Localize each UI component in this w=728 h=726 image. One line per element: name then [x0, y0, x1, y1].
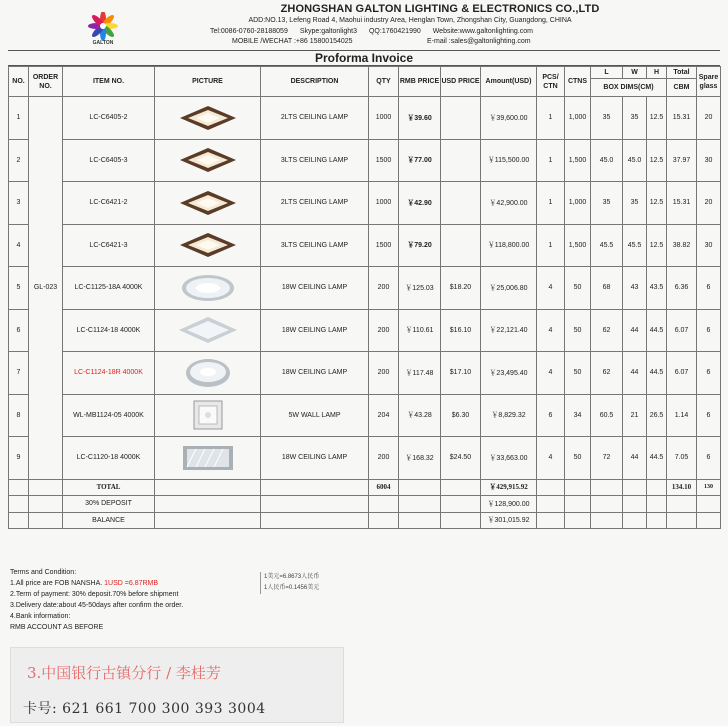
usd-price: $24.50	[441, 437, 481, 480]
qty: 1500	[369, 139, 399, 182]
invoice-footer	[9, 479, 721, 529]
table-row	[9, 309, 721, 352]
table-row	[9, 267, 721, 310]
invoice-rows	[9, 97, 721, 480]
cbm: 1.14	[667, 394, 697, 437]
row-no: 4	[9, 224, 29, 267]
item-no: LC-C1124-18R 4000K	[63, 352, 155, 395]
spare-glass: 6	[697, 394, 721, 437]
row-no: 7	[9, 352, 29, 395]
item-no: WL-MB1124-05 4000K	[63, 394, 155, 437]
pcs-per-ctn: 4	[537, 309, 565, 352]
usd-price: $17.10	[441, 352, 481, 395]
box-w: 44	[623, 437, 647, 480]
row-no: 3	[9, 182, 29, 225]
col-spare: Spare glass	[697, 67, 721, 97]
contact-line-2	[232, 38, 692, 45]
rmb-price: ￥77.00	[399, 139, 441, 182]
item-no: LC-C6405-3	[63, 139, 155, 182]
col-total: Total	[667, 67, 697, 79]
invoice-title: Proforma Invoice	[8, 50, 720, 66]
product-picture	[155, 437, 261, 480]
amount: ￥23,495.40	[481, 352, 537, 395]
table-row	[9, 182, 721, 225]
terms-line-4: 4.Bank information:	[10, 613, 71, 620]
qty: 200	[369, 352, 399, 395]
spare-glass: 20	[697, 97, 721, 140]
col-description: DESCRIPTION	[261, 67, 369, 97]
description: 3LTS CEILING LAMP	[261, 139, 369, 182]
box-w: 44	[623, 352, 647, 395]
usd-price	[441, 182, 481, 225]
rmb-price: ￥43.28	[399, 394, 441, 437]
box-l: 35	[591, 182, 623, 225]
amount: ￥22,121.40	[481, 309, 537, 352]
usd-price: $16.10	[441, 309, 481, 352]
rate-usd: 1美元=6.8673人民币	[264, 574, 320, 580]
box-h: 44.5	[647, 352, 667, 395]
description: 18W CEILING LAMP	[261, 437, 369, 480]
box-w: 45.0	[623, 139, 647, 182]
row-no: 5	[9, 267, 29, 310]
terms	[10, 567, 430, 633]
total-row	[9, 479, 721, 496]
box-h: 12.5	[647, 97, 667, 140]
box-l: 62	[591, 352, 623, 395]
box-l: 68	[591, 267, 623, 310]
description: 2LTS CEILING LAMP	[261, 182, 369, 225]
cbm: 37.97	[667, 139, 697, 182]
qty: 200	[369, 267, 399, 310]
ctns: 50	[565, 437, 591, 480]
lamp-image-icon	[155, 188, 260, 218]
usd-price	[441, 139, 481, 182]
lamp-image-icon	[155, 443, 260, 473]
product-picture	[155, 224, 261, 267]
row-no: 8	[9, 394, 29, 437]
col-box-dims: BOX DIMS(CM)	[591, 79, 667, 97]
cbm: 7.05	[667, 437, 697, 480]
spare-glass: 30	[697, 139, 721, 182]
terms-line-2: 2.Term of payment: 30% deposit.70% before shipment	[10, 591, 179, 598]
ctns: 50	[565, 309, 591, 352]
col-picture: PICTURE	[155, 67, 261, 97]
contact-line	[210, 28, 670, 35]
description: 18W CEILING LAMP	[261, 352, 369, 395]
ctns: 1,000	[565, 97, 591, 140]
col-qty: QTY	[369, 67, 399, 97]
spare-glass: 6	[697, 437, 721, 480]
product-picture	[155, 182, 261, 225]
spare-glass: 6	[697, 352, 721, 395]
terms-line-3: 3.Delivery date:about 45-50days after confirm the order.	[10, 602, 184, 609]
pcs-per-ctn: 1	[537, 224, 565, 267]
amount: ￥39,600.00	[481, 97, 537, 140]
col-cbm: CBM	[667, 79, 697, 97]
balance-row	[9, 512, 721, 529]
product-picture	[155, 352, 261, 395]
rmb-price: ￥117.48	[399, 352, 441, 395]
pcs-per-ctn: 1	[537, 97, 565, 140]
table-row	[9, 352, 721, 395]
spare-glass: 30	[697, 224, 721, 267]
box-w: 21	[623, 394, 647, 437]
deposit-row	[9, 496, 721, 513]
box-l: 45.5	[591, 224, 623, 267]
amount: ￥42,900.00	[481, 182, 537, 225]
order-no: GL-023	[29, 97, 63, 480]
usd-price: $6.30	[441, 394, 481, 437]
box-h: 44.5	[647, 437, 667, 480]
usd-price	[441, 224, 481, 267]
table-row	[9, 437, 721, 480]
box-h: 12.5	[647, 182, 667, 225]
box-h: 12.5	[647, 139, 667, 182]
ctns: 1,000	[565, 182, 591, 225]
terms-heading: Terms and Condition:	[10, 569, 77, 576]
total-cbm: 134.10	[667, 479, 697, 496]
pcs-per-ctn: 4	[537, 352, 565, 395]
cbm: 38.82	[667, 224, 697, 267]
col-order-no: ORDER NO.	[29, 67, 63, 97]
total-qty: 6004	[369, 479, 399, 496]
amount: ￥25,006.80	[481, 267, 537, 310]
balance-label: BALANCE	[63, 512, 155, 529]
usd-price	[441, 97, 481, 140]
row-no: 6	[9, 309, 29, 352]
col-rmb-price: RMB PRICE	[399, 67, 441, 97]
col-l: L	[591, 67, 623, 79]
box-h: 44.5	[647, 309, 667, 352]
product-picture	[155, 97, 261, 140]
pcs-per-ctn: 1	[537, 182, 565, 225]
company-address: ADD:NO.13, Lefeng Road 4, Maohui industry Area, Henglan Town, Zhongshan City, Guangdong, CHINA	[248, 17, 572, 24]
website: Website:www.galtonlighting.com	[432, 28, 533, 35]
bank-info-box	[10, 647, 344, 723]
box-h: 26.5	[647, 394, 667, 437]
box-w: 35	[623, 182, 647, 225]
description: 18W CEILING LAMP	[261, 309, 369, 352]
description: 3LTS CEILING LAMP	[261, 224, 369, 267]
terms-fob: 1.All price are FOB NANSHA.	[10, 580, 103, 587]
cbm: 6.07	[667, 352, 697, 395]
deposit-label: 30% DEPOSIT	[63, 496, 155, 513]
box-l: 62	[591, 309, 623, 352]
qty: 204	[369, 394, 399, 437]
item-no: LC-C1124-18 4000K	[63, 309, 155, 352]
col-no: NO.	[9, 67, 29, 97]
invoice-table	[8, 66, 721, 529]
box-h: 12.5	[647, 224, 667, 267]
box-w: 43	[623, 267, 647, 310]
qty: 1500	[369, 224, 399, 267]
rmb-price: ￥42.90	[399, 182, 441, 225]
bank-name: 3.中国银行古镇分行 / 李桂芳	[27, 664, 221, 682]
qty: 1000	[369, 182, 399, 225]
amount: ￥33,663.00	[481, 437, 537, 480]
spare-glass: 6	[697, 309, 721, 352]
ctns: 1,500	[565, 224, 591, 267]
usd-price: $18.20	[441, 267, 481, 310]
table-row	[9, 139, 721, 182]
item-no: LC-C1120-18 4000K	[63, 437, 155, 480]
rmb-price: ￥168.32	[399, 437, 441, 480]
item-no: LC-C1125-18A 4000K	[63, 267, 155, 310]
lamp-image-icon	[155, 273, 260, 303]
rmb-price: ￥110.61	[399, 309, 441, 352]
col-ctns: CTNS	[565, 67, 591, 97]
bank-card-number: 卡号: 621 661 700 300 393 3004	[23, 701, 266, 717]
cbm: 15.31	[667, 182, 697, 225]
qq: QQ:1760421990	[368, 28, 421, 35]
lamp-image-icon	[155, 145, 260, 175]
cbm: 6.36	[667, 267, 697, 310]
item-no: LC-C6421-3	[63, 224, 155, 267]
ctns: 50	[565, 267, 591, 310]
col-usd-price: USD PRICE	[441, 67, 481, 97]
pcs-per-ctn: 1	[537, 139, 565, 182]
total-label: TOTAL	[63, 479, 155, 496]
terms-line-5: RMB ACCOUNT AS BEFORE	[10, 624, 104, 631]
rate-note	[260, 572, 319, 594]
col-amount: Amount(USD)	[481, 67, 537, 97]
table-row	[9, 394, 721, 437]
rmb-price: ￥39.60	[399, 97, 441, 140]
amount: ￥8,829.32	[481, 394, 537, 437]
pcs-per-ctn: 4	[537, 267, 565, 310]
rmb-price: ￥125.03	[399, 267, 441, 310]
mobile: MOBILE /WECHAT :+86 15800154025	[232, 38, 353, 45]
cbm: 15.31	[667, 97, 697, 140]
description: 5W WALL LAMP	[261, 394, 369, 437]
exchange-rate: 1USD =6.87RMB	[104, 580, 159, 587]
amount: ￥115,500.00	[481, 139, 537, 182]
skype: Skype:galtonlight3	[299, 28, 358, 35]
product-picture	[155, 139, 261, 182]
box-l: 35	[591, 97, 623, 140]
tel: Tel:0086-0760-28188059	[210, 28, 288, 35]
balance-amount: ￥301,015.92	[481, 512, 537, 529]
row-no: 2	[9, 139, 29, 182]
table-row	[9, 97, 721, 140]
logo-text: GALTON	[92, 40, 114, 46]
amount: ￥118,800.00	[481, 224, 537, 267]
qty: 200	[369, 309, 399, 352]
box-w: 35	[623, 97, 647, 140]
ctns: 1,500	[565, 139, 591, 182]
box-w: 44	[623, 309, 647, 352]
description: 2LTS CEILING LAMP	[261, 97, 369, 140]
product-picture	[155, 309, 261, 352]
cbm: 6.07	[667, 309, 697, 352]
pcs-per-ctn: 4	[537, 437, 565, 480]
qty: 1000	[369, 97, 399, 140]
total-spare: 130	[697, 479, 721, 496]
total-amount: ￥429,915.92	[481, 479, 537, 496]
lamp-image-icon	[155, 357, 260, 389]
description: 18W CEILING LAMP	[261, 267, 369, 310]
terms-line-1	[10, 578, 430, 589]
ctns: 50	[565, 352, 591, 395]
box-h: 43.5	[647, 267, 667, 310]
item-no: LC-C6405-2	[63, 97, 155, 140]
ctns: 34	[565, 394, 591, 437]
table-row	[9, 224, 721, 267]
product-picture	[155, 267, 261, 310]
lamp-image-icon	[155, 103, 260, 133]
spare-glass: 6	[697, 267, 721, 310]
email: E-mail :sales@galtonlighting.com	[427, 38, 531, 45]
box-l: 45.0	[591, 139, 623, 182]
pcs-per-ctn: 6	[537, 394, 565, 437]
lamp-image-icon	[155, 399, 260, 431]
col-h: H	[647, 67, 667, 79]
item-no: LC-C6421-2	[63, 182, 155, 225]
box-l: 72	[591, 437, 623, 480]
col-item-no: ITEM NO.	[63, 67, 155, 97]
qty: 200	[369, 437, 399, 480]
rate-rmb: 1人民币=0.1456美元	[264, 585, 320, 591]
rmb-price: ￥79.20	[399, 224, 441, 267]
product-picture	[155, 394, 261, 437]
box-l: 60.5	[591, 394, 623, 437]
spare-glass: 20	[697, 182, 721, 225]
lamp-image-icon	[155, 230, 260, 260]
lamp-image-icon	[155, 315, 260, 345]
row-no: 1	[9, 97, 29, 140]
deposit-amount: ￥128,900.00	[481, 496, 537, 513]
box-w: 45.5	[623, 224, 647, 267]
col-pcs-ctn: PCS/ CTN	[537, 67, 565, 97]
company-name: ZHONGSHAN GALTON LIGHTING & ELECTRONICS CO.,LTD	[280, 3, 600, 15]
row-no: 9	[9, 437, 29, 480]
col-w: W	[623, 67, 647, 79]
